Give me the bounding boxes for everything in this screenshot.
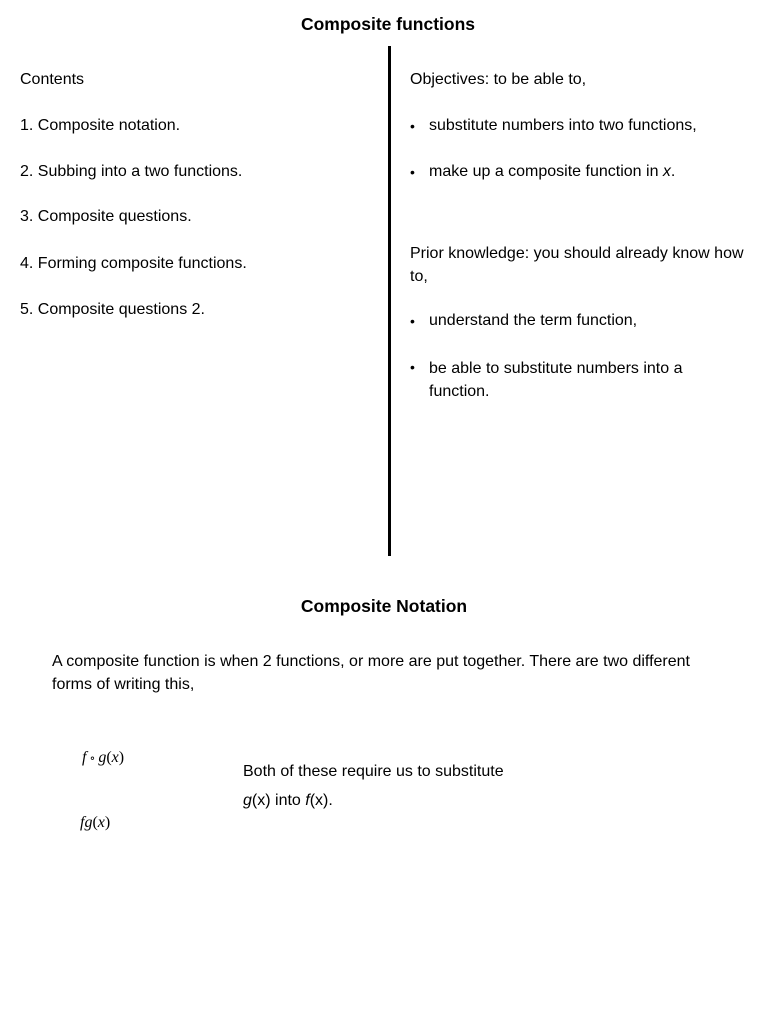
contents-item-5: 5. Composite questions 2. xyxy=(20,301,205,318)
column-divider xyxy=(388,46,391,556)
bullet-icon: • xyxy=(410,164,415,180)
contents-item-2: 2. Subbing into a two functions. xyxy=(20,163,243,180)
bullet-icon: • xyxy=(410,313,415,329)
notation-intro: A composite function is when 2 functions, or more are put together. There are two different forms of writing this, xyxy=(52,653,690,693)
explanation-line-1: Both of these require us to substitute xyxy=(243,763,504,780)
objective-item-1: substitute numbers into two functions, xyxy=(429,117,697,134)
objective-item-2: make up a composite function in x. xyxy=(429,163,676,180)
prior-knowledge-item-1: understand the term function, xyxy=(429,312,638,329)
objectives-heading: Objectives: to be able to, xyxy=(410,71,587,88)
section-title: Composite Notation xyxy=(300,596,468,616)
contents-heading: Contents xyxy=(20,71,85,88)
bullet-icon: • xyxy=(410,359,415,375)
prior-knowledge-heading: Prior knowledge: you should already know how to, xyxy=(410,245,744,285)
contents-item-1: 1. Composite notation. xyxy=(20,117,181,134)
explanation-line-2: g(x) into f(x). xyxy=(243,792,333,809)
composite-notation-juxtaposition: fg(x) xyxy=(80,814,111,831)
contents-item-4: 4. Forming composite functions. xyxy=(20,255,247,272)
composite-notation-circle: f ∘ g(x) xyxy=(82,749,125,766)
page-title: Composite functions xyxy=(300,14,476,34)
prior-knowledge-item-2: be able to substitute numbers into a function. xyxy=(429,360,683,400)
bullet-icon: • xyxy=(410,118,415,134)
contents-item-3: 3. Composite questions. xyxy=(20,208,192,225)
